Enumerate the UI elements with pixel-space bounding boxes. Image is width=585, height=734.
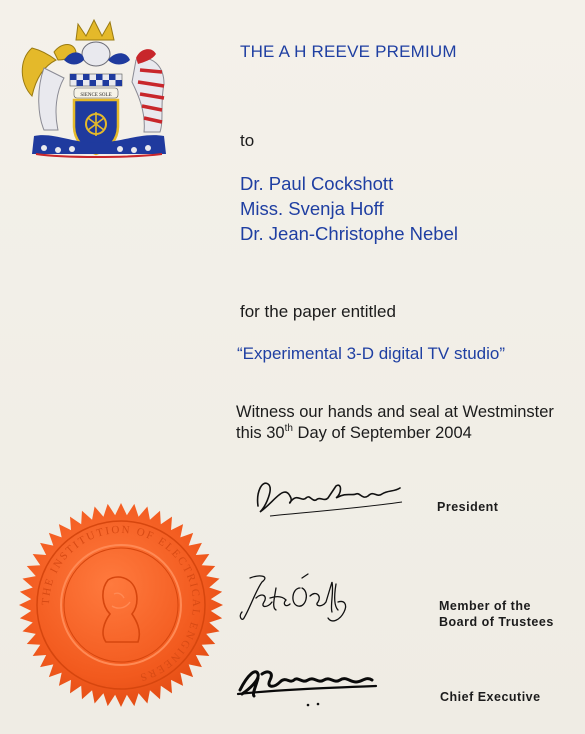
- seal-inscription: THE INSTITUTION OF ELECTRICAL ENGINEERS: [39, 523, 203, 684]
- trustee-signature: [236, 568, 356, 632]
- trustee-role-line: Board of Trustees: [439, 615, 554, 629]
- trustee-role: [439, 598, 554, 630]
- president-role: President: [437, 500, 499, 514]
- trustee-role-line: Member of the: [439, 599, 531, 613]
- certificate-title: THE A H REEVE PREMIUM: [240, 42, 457, 61]
- recipient-name: Dr. Jean-Christophe Nebel: [240, 223, 458, 244]
- chief-executive-signature: [234, 660, 384, 710]
- witness-date-ordinal: th: [284, 423, 293, 434]
- to-label: to: [240, 131, 255, 150]
- institution-seal-icon: [18, 502, 224, 708]
- witness-date-line: [236, 423, 554, 444]
- witness-line: Witness our hands and seal at Westminster: [236, 403, 554, 421]
- paper-intro: for the paper entitled: [240, 302, 396, 321]
- president-signature: [250, 472, 410, 520]
- paper-title: “Experimental 3-D digital TV studio”: [237, 344, 506, 363]
- coat-of-arms-icon: [14, 8, 180, 166]
- svg-text:SIENCE SOLE: SIENCE SOLE: [80, 93, 112, 98]
- chief-executive-role: Chief Executive: [440, 690, 541, 704]
- recipient-name: Miss. Svenja Hoff: [240, 198, 384, 219]
- witness-statement: [236, 402, 554, 444]
- witness-date-prefix: this 30: [236, 424, 285, 442]
- recipient-name: Dr. Paul Cockshott: [240, 173, 394, 194]
- witness-date-suffix: Day of September 2004: [292, 424, 472, 442]
